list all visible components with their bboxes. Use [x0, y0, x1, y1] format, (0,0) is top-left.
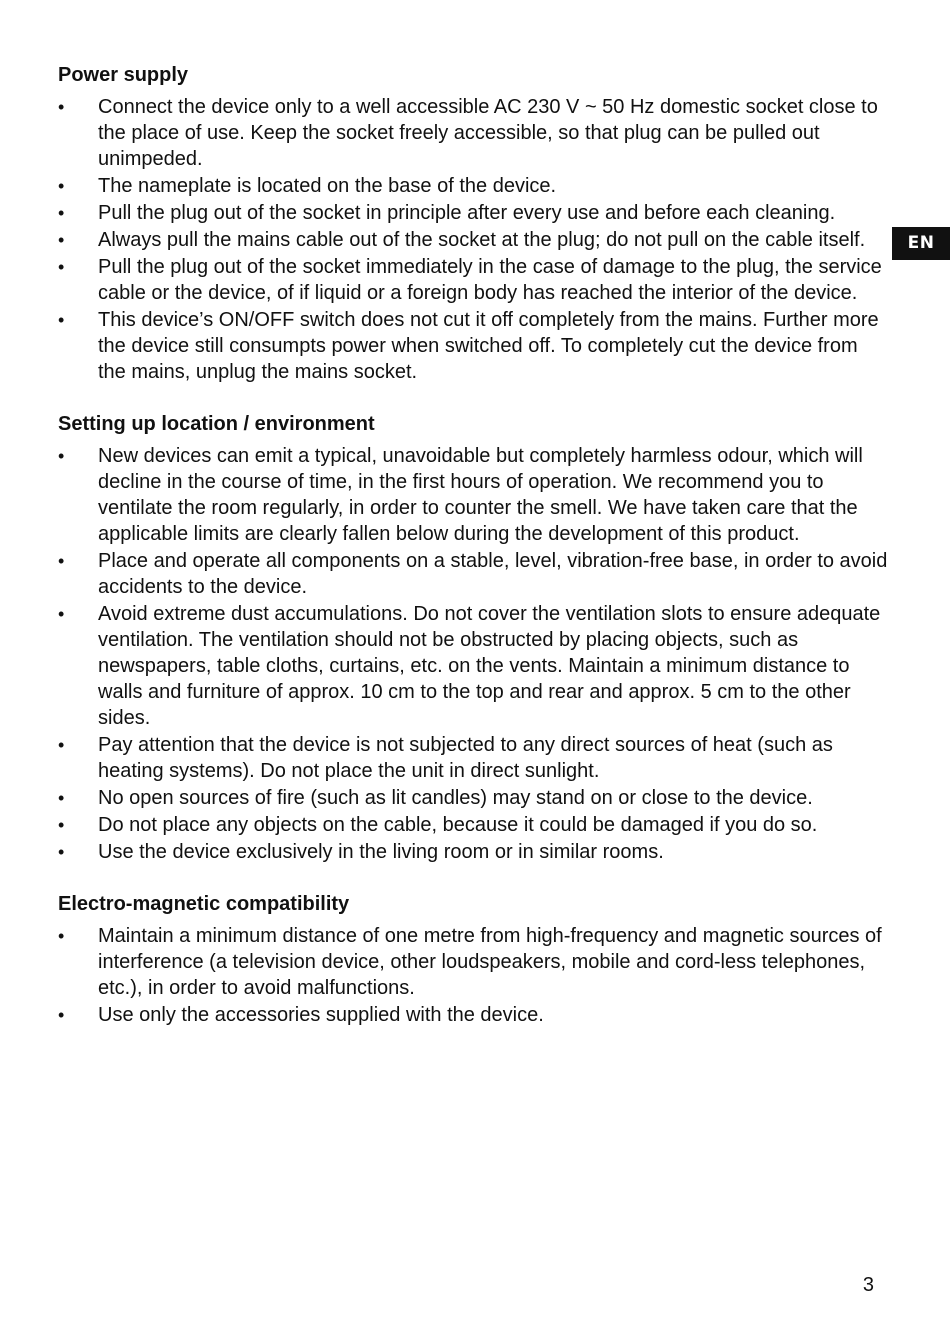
- bullet-list: [58, 94, 888, 385]
- list-item: • Maintain a minimum distance of one metre from high-frequency and magnetic sources of interference (a television device, other loudspeakers, mobile and cord-less telephones, etc.), in order to avoid malfunctions.: [58, 923, 888, 1001]
- section-title: Power supply: [58, 64, 189, 86]
- list-item: • Use the device exclusively in the living room or in similar rooms.: [58, 839, 888, 865]
- list-item: • Pay attention that the device is not subjected to any direct sources of heat (such as heating systems). Do not place the unit in direct sunlight.: [58, 732, 888, 784]
- section-location-environment: [58, 411, 888, 865]
- list-item: • Place and operate all components on a stable, level, vibration-free base, in order to avoid accidents to the device.: [58, 548, 888, 600]
- bullet-list: [58, 443, 888, 865]
- list-item: • The nameplate is located on the base of the device.: [58, 173, 888, 199]
- list-item: • New devices can emit a typical, unavoidable but completely harmless odour, which will decline in the course of time, in the first hours of operation. We recommend you to ventilate the room regularly, in order to counter the smell. We have taken care that the applicable limits are clearly fallen below during the development of this product.: [58, 443, 888, 547]
- list-item: • Do not place any objects on the cable, because it could be damaged if you do so.: [58, 812, 888, 838]
- page-content: [58, 62, 888, 1054]
- section-title: Setting up location / environment: [58, 413, 375, 435]
- language-tab: EN: [892, 227, 950, 260]
- list-item: • No open sources of fire (such as lit candles) may stand on or close to the device.: [58, 785, 888, 811]
- list-item: • Avoid extreme dust accumulations. Do not cover the ventilation slots to ensure adequate ventilation. The ventilation should not be obstructed by placing objects, such as newspapers, table cloths, curtains, etc. on the vents. Maintain a minimum distance to walls and furniture of approx. 10 cm to the top and rear and approx. 5 cm to the other sides.: [58, 601, 888, 731]
- list-item: • Always pull the mains cable out of the socket at the plug; do not pull on the cable itself.: [58, 227, 888, 253]
- list-item: • This device’s ON/OFF switch does not cut it off completely from the mains. Further more the device still consumpts power when switched off. To completely cut the device from the mains, unplug the mains socket.: [58, 307, 888, 385]
- list-item: • Pull the plug out of the socket in principle after every use and before each cleaning.: [58, 200, 888, 226]
- section-title: Electro-magnetic compatibility: [58, 893, 350, 915]
- list-item: • Connect the device only to a well accessible AC 230 V ~ 50 Hz domestic socket close to the place of use. Keep the socket freely accessible, so that plug can be pulled out unimpeded.: [58, 94, 888, 172]
- list-item: • Use only the accessories supplied with the device.: [58, 1002, 888, 1028]
- section-power-supply: [58, 62, 888, 385]
- list-item: • Pull the plug out of the socket immediately in the case of damage to the plug, the service cable or the device, of if liquid or a foreign body has reached the interior of the device.: [58, 254, 888, 306]
- section-electromagnetic-compatibility: [58, 891, 888, 1028]
- page-number: 3: [862, 1274, 874, 1296]
- bullet-list: [58, 923, 888, 1028]
